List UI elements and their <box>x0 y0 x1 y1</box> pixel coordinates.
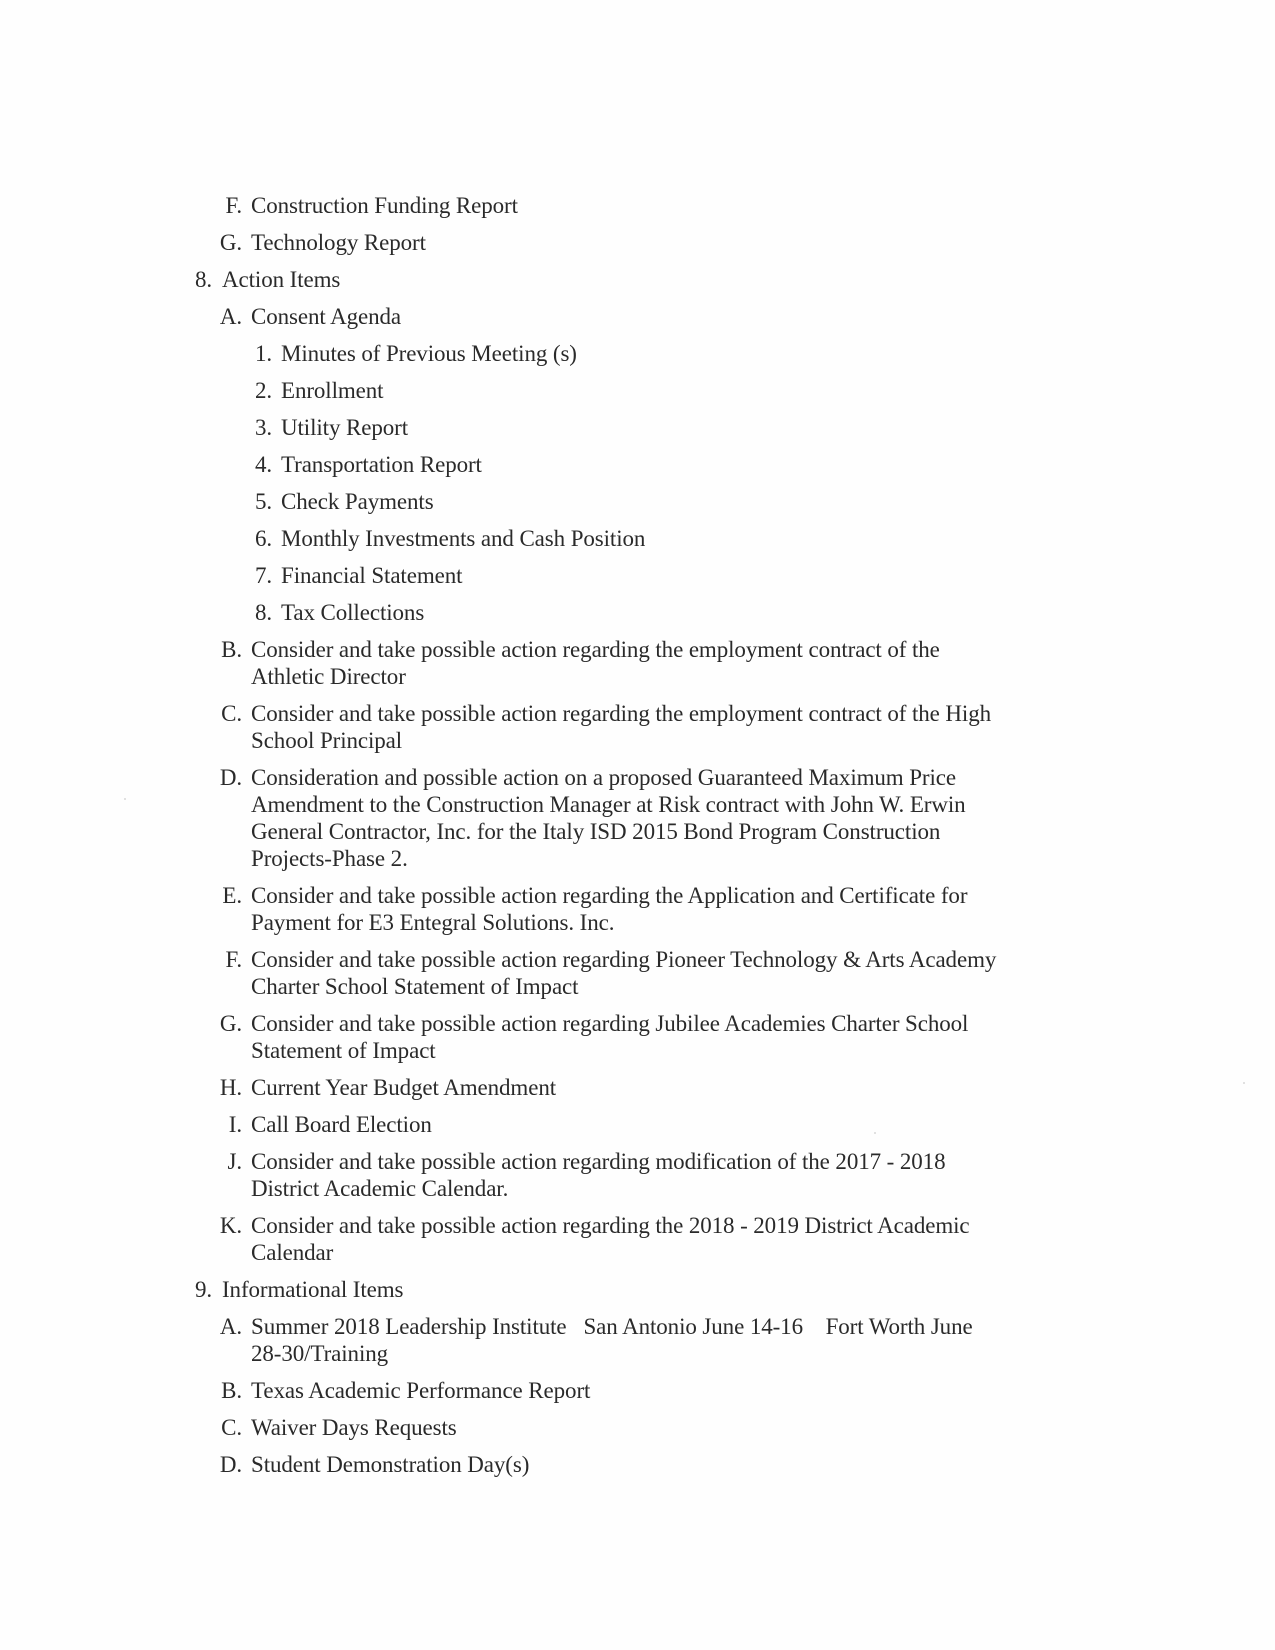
item-marker: 2. <box>254 378 272 403</box>
item-text: Consider and take possible action regarding the 2018 - 2019 District Academic <box>251 1213 970 1238</box>
item-marker: F. <box>225 947 242 972</box>
agenda-item <box>0 488 1275 516</box>
item-marker: H. <box>219 1075 242 1100</box>
agenda-item-continuation <box>0 973 1275 1001</box>
item-text: Projects-Phase 2. <box>251 846 408 871</box>
agenda-item <box>0 562 1275 590</box>
agenda-item <box>0 525 1275 553</box>
item-text: Texas Academic Performance Report <box>251 1378 591 1403</box>
item-marker: B. <box>221 637 242 662</box>
item-marker: C. <box>221 701 242 726</box>
item-text: Transportation Report <box>281 452 482 477</box>
agenda-item <box>0 229 1275 257</box>
agenda-item-continuation <box>0 791 1275 819</box>
item-marker: 8. <box>194 267 212 292</box>
item-text: Consider and take possible action regarding Jubilee Academies Charter School <box>251 1011 969 1036</box>
agenda-item <box>0 1313 1275 1341</box>
item-text: Payment for E3 Entegral Solutions. Inc. <box>251 910 615 935</box>
agenda-item-continuation <box>0 727 1275 755</box>
item-marker: 3. <box>254 415 272 440</box>
scan-speck <box>874 1132 876 1134</box>
item-text: Consent Agenda <box>251 304 401 329</box>
agenda-item <box>0 946 1275 974</box>
item-marker: 6. <box>254 526 272 551</box>
agenda-item <box>0 303 1275 331</box>
agenda-item-continuation <box>0 1037 1275 1065</box>
scan-speck <box>124 798 126 800</box>
agenda-item-continuation <box>0 1175 1275 1203</box>
item-text: Call Board Election <box>251 1112 432 1137</box>
item-text: Calendar <box>251 1240 334 1265</box>
agenda-item <box>0 882 1275 910</box>
agenda-item <box>0 764 1275 792</box>
item-marker: D. <box>219 765 242 790</box>
agenda-item <box>0 451 1275 479</box>
item-marker: 5. <box>254 489 272 514</box>
agenda-item <box>0 636 1275 664</box>
agenda-item <box>0 1212 1275 1240</box>
item-marker: 9. <box>194 1277 212 1302</box>
item-text: Consider and take possible action regarding modification of the 2017 - 2018 <box>251 1149 946 1174</box>
item-text: Informational Items <box>222 1277 404 1302</box>
item-text: Check Payments <box>281 489 434 514</box>
agenda-item <box>0 266 1275 294</box>
item-text: Charter School Statement of Impact <box>251 974 579 999</box>
item-text: Action Items <box>222 267 341 292</box>
item-marker: I. <box>228 1112 242 1137</box>
agenda-item-continuation <box>0 1239 1275 1267</box>
item-text: Waiver Days Requests <box>251 1415 457 1440</box>
item-marker: C. <box>221 1415 242 1440</box>
item-text: Consideration and possible action on a proposed Guaranteed Maximum Price <box>251 765 956 790</box>
item-marker: 7. <box>254 563 272 588</box>
agenda-item <box>0 599 1275 627</box>
item-marker: F. <box>225 193 242 218</box>
item-text: Athletic Director <box>251 664 406 689</box>
agenda-item <box>0 192 1275 220</box>
agenda-item-continuation <box>0 1340 1275 1368</box>
item-marker: E. <box>222 883 242 908</box>
agenda-item <box>0 1276 1275 1304</box>
item-marker: J. <box>227 1149 242 1174</box>
item-text: Financial Statement <box>281 563 463 588</box>
agenda-item-continuation <box>0 663 1275 691</box>
item-text: School Principal <box>251 728 403 753</box>
item-text: Minutes of Previous Meeting (s) <box>281 341 577 366</box>
item-marker: G. <box>219 1011 242 1036</box>
item-marker: B. <box>221 1378 242 1403</box>
item-text: Consider and take possible action regarding the employment contract of the <box>251 637 940 662</box>
agenda-item <box>0 1451 1275 1479</box>
item-text: General Contractor, Inc. for the Italy ISD 2015 Bond Program Construction <box>251 819 941 844</box>
item-marker: A. <box>219 304 242 329</box>
agenda-item <box>0 414 1275 442</box>
item-text: Consider and take possible action regarding the employment contract of the High <box>251 701 992 726</box>
item-marker: D. <box>219 1452 242 1477</box>
agenda-item <box>0 1010 1275 1038</box>
item-text: Tax Collections <box>281 600 425 625</box>
agenda-item <box>0 340 1275 368</box>
item-text: Monthly Investments and Cash Position <box>281 526 646 551</box>
agenda-item <box>0 1111 1275 1139</box>
agenda-item <box>0 1074 1275 1102</box>
item-text: Amendment to the Construction Manager at Risk contract with John W. Erwin <box>251 792 966 817</box>
item-text: Statement of Impact <box>251 1038 436 1063</box>
item-text: Summer 2018 Leadership Institute San Antonio June 14-16 Fort Worth June <box>251 1314 973 1339</box>
item-marker: 1. <box>254 341 272 366</box>
item-text: Construction Funding Report <box>251 193 518 218</box>
agenda-item <box>0 1148 1275 1176</box>
item-marker: 4. <box>254 452 272 477</box>
agenda-item-continuation <box>0 845 1275 873</box>
item-text: Consider and take possible action regarding Pioneer Technology & Arts Academy <box>251 947 997 972</box>
item-text: Current Year Budget Amendment <box>251 1075 557 1100</box>
agenda-item <box>0 1414 1275 1442</box>
item-text: Consider and take possible action regarding the Application and Certificate for <box>251 883 968 908</box>
agenda-item-continuation <box>0 818 1275 846</box>
agenda-item <box>0 1377 1275 1405</box>
item-text: Utility Report <box>281 415 409 440</box>
item-marker: 8. <box>254 600 272 625</box>
item-text: 28-30/Training <box>251 1341 389 1366</box>
agenda-item <box>0 377 1275 405</box>
agenda-item <box>0 700 1275 728</box>
item-marker: K. <box>219 1213 242 1238</box>
item-text: District Academic Calendar. <box>251 1176 509 1201</box>
item-marker: A. <box>219 1314 242 1339</box>
item-text: Student Demonstration Day(s) <box>251 1452 530 1477</box>
item-text: Enrollment <box>281 378 384 403</box>
item-text: Technology Report <box>251 230 426 255</box>
item-marker: G. <box>219 230 242 255</box>
agenda-item-continuation <box>0 909 1275 937</box>
scan-speck <box>1243 1082 1245 1084</box>
